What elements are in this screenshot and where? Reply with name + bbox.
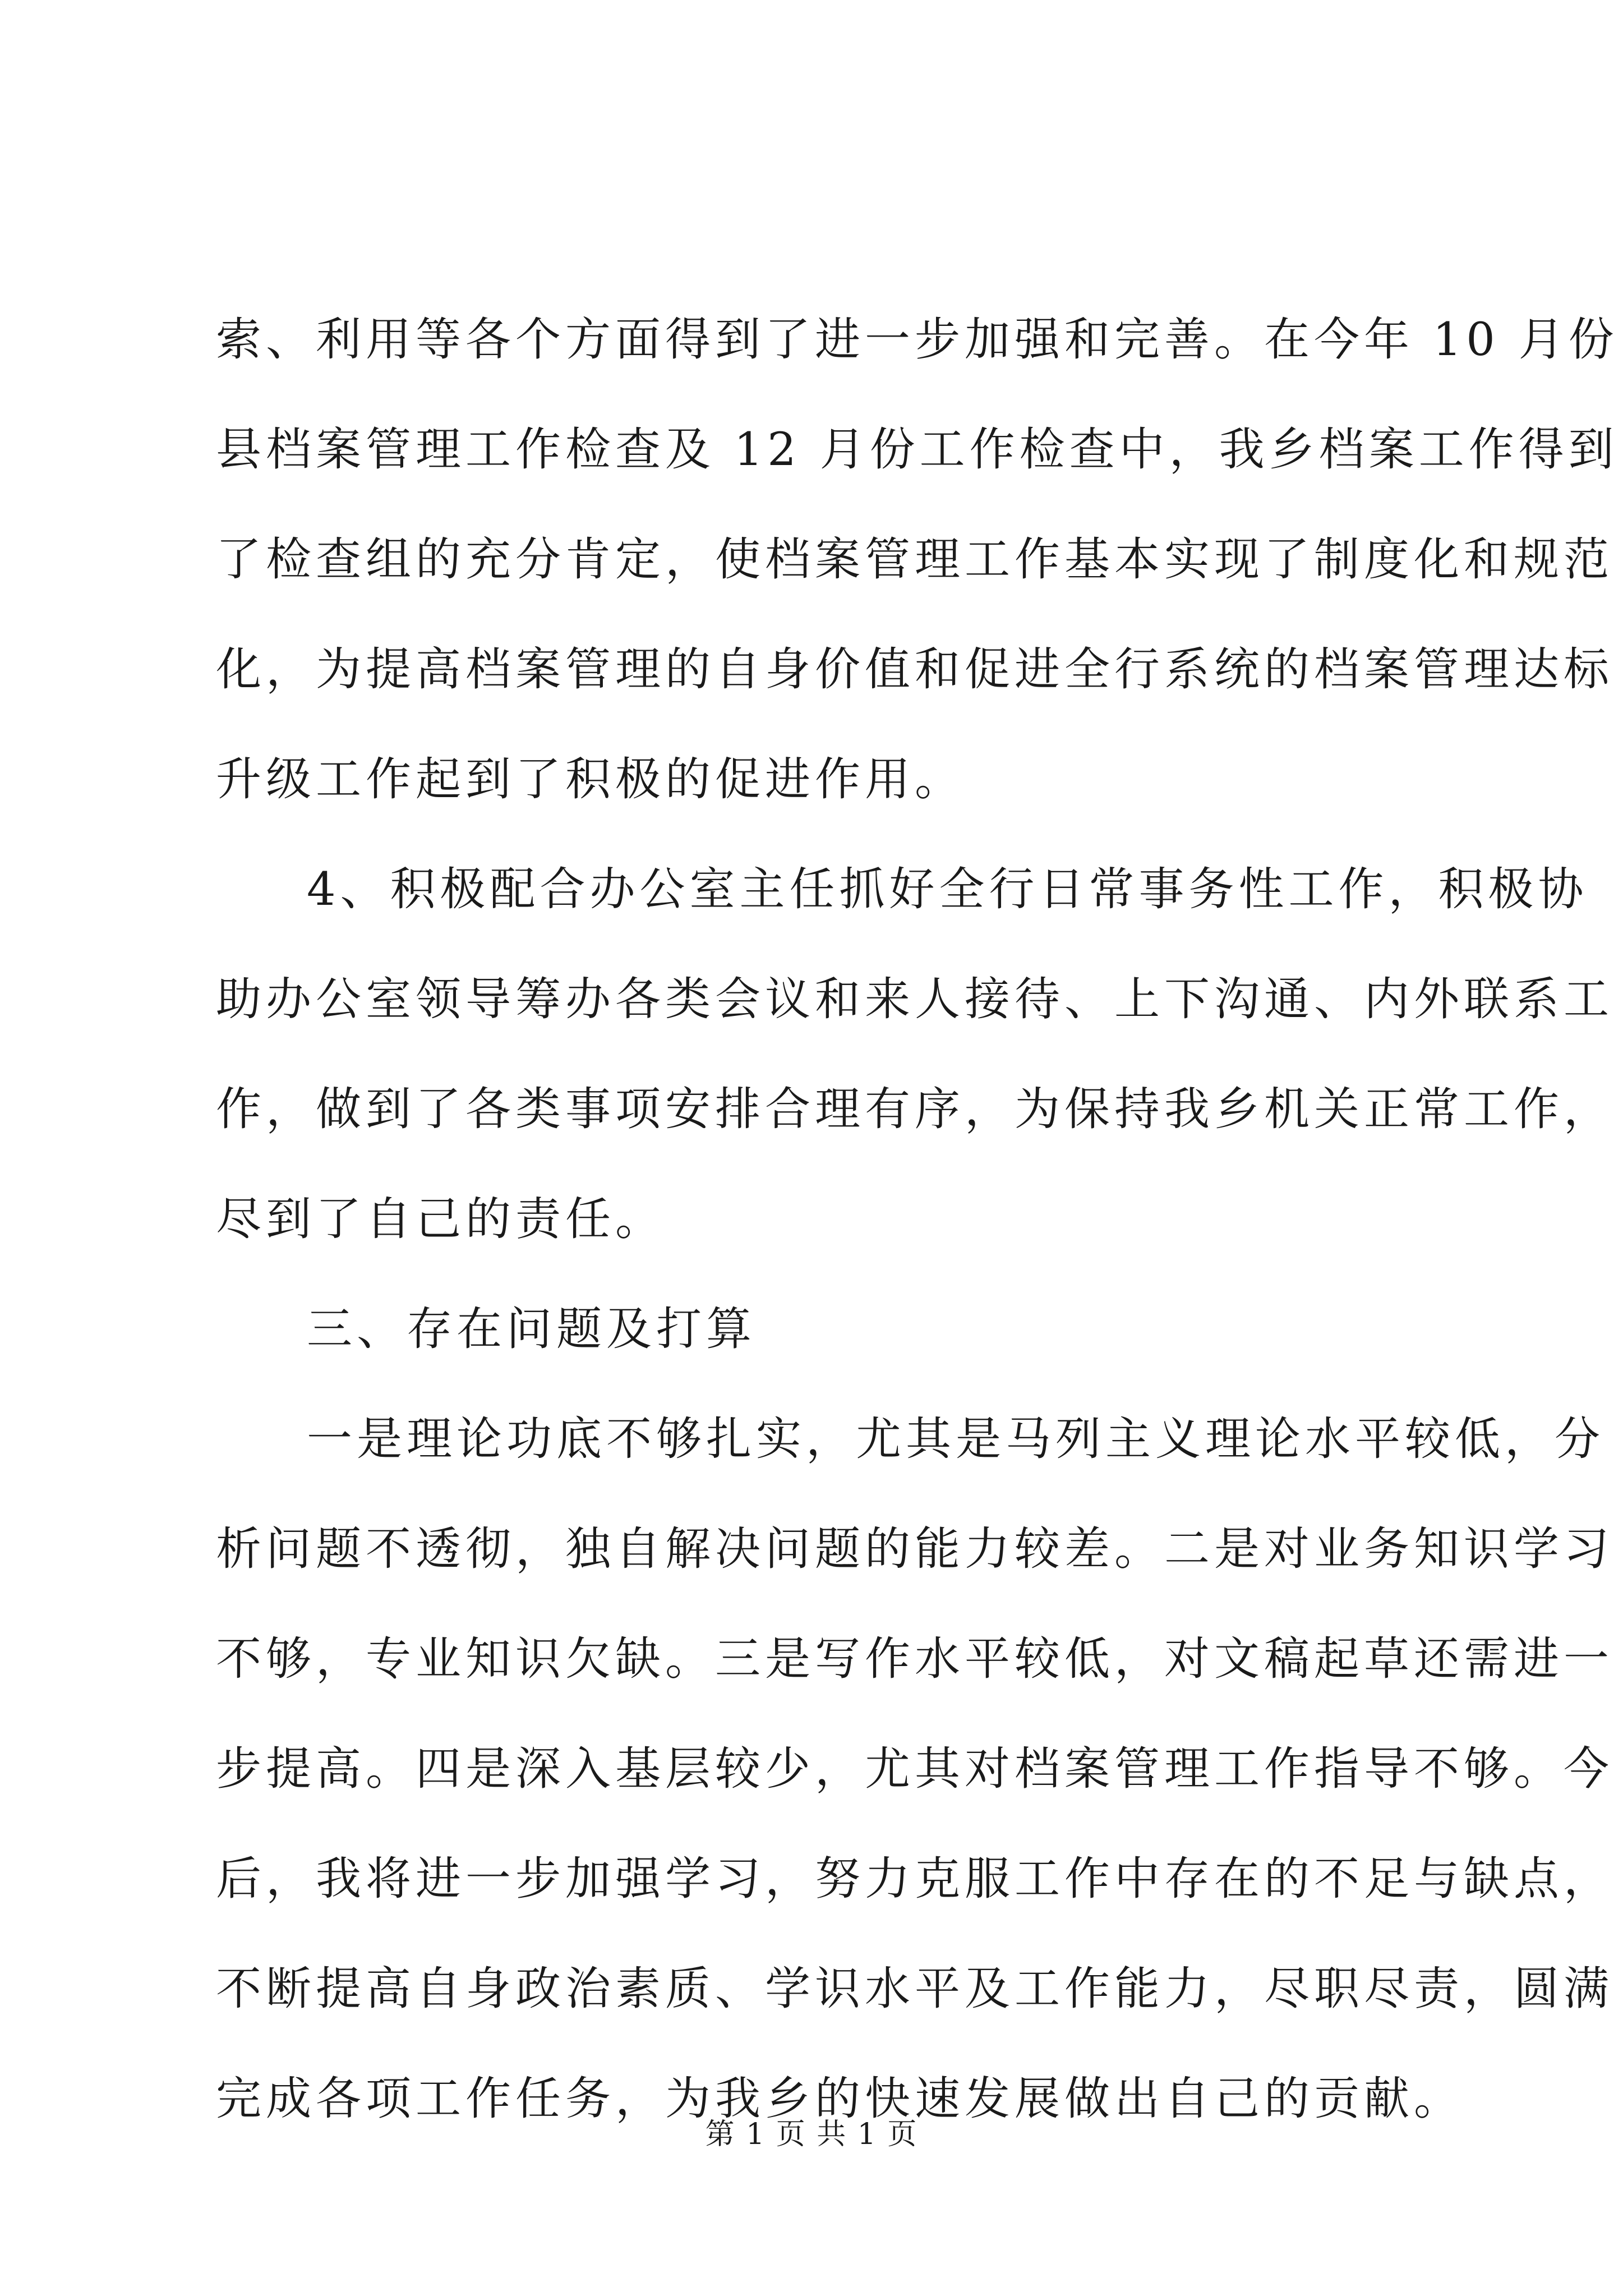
paragraph-line: 完成各项工作任务，为我乡的快速发展做出自己的贡献。	[216, 2073, 1464, 2125]
paragraph-line: 化，为提高档案管理的自身价值和促进全行系统的档案管理达标	[216, 643, 1614, 696]
document-body	[216, 285, 1619, 2154]
page-number-footer: 第 1 页 共 1 页	[705, 2118, 918, 2151]
paragraph-line: 4、积极配合办公室主任抓好全行日常事务性工作，积极协	[307, 863, 1588, 916]
paragraph-line: 助办公室领导筹办各类会议和来人接待、上下沟通、内外联系工	[216, 973, 1614, 1026]
paragraph-line: 一是理论功底不够扎实，尤其是马列主义理论水平较低，分	[307, 1413, 1605, 1466]
section-heading: 三、存在问题及打算	[307, 1303, 757, 1356]
paragraph-line: 升级工作起到了积极的促进作用。	[216, 753, 965, 806]
paragraph-line: 索、利用等各个方面得到了进一步加强和完善。在今年 10 月份	[216, 314, 1619, 366]
paragraph-line: 析问题不透彻，独自解决问题的能力较差。二是对业务知识学习	[216, 1523, 1614, 1576]
paragraph-line: 步提高。四是深入基层较少，尤其对档案管理工作指导不够。今	[216, 1743, 1614, 1796]
paragraph-line: 后，我将进一步加强学习，努力克服工作中存在的不足与缺点，	[216, 1853, 1614, 1906]
paragraph-line: 尽到了自己的责任。	[216, 1193, 666, 1246]
paragraph-line: 不够，专业知识欠缺。三是写作水平较低，对文稿起草还需进一	[216, 1633, 1614, 1686]
paragraph-line: 不断提高自身政治素质、学识水平及工作能力，尽职尽责，圆满	[216, 1963, 1614, 2016]
paragraph-line: 县档案管理工作检查及 12 月份工作检查中，我乡档案工作得到	[216, 424, 1619, 476]
paragraph-line: 作，做到了各类事项安排合理有序，为保持我乡机关正常工作，	[216, 1083, 1614, 1136]
paragraph-line: 了检查组的充分肯定，使档案管理工作基本实现了制度化和规范	[216, 533, 1614, 586]
